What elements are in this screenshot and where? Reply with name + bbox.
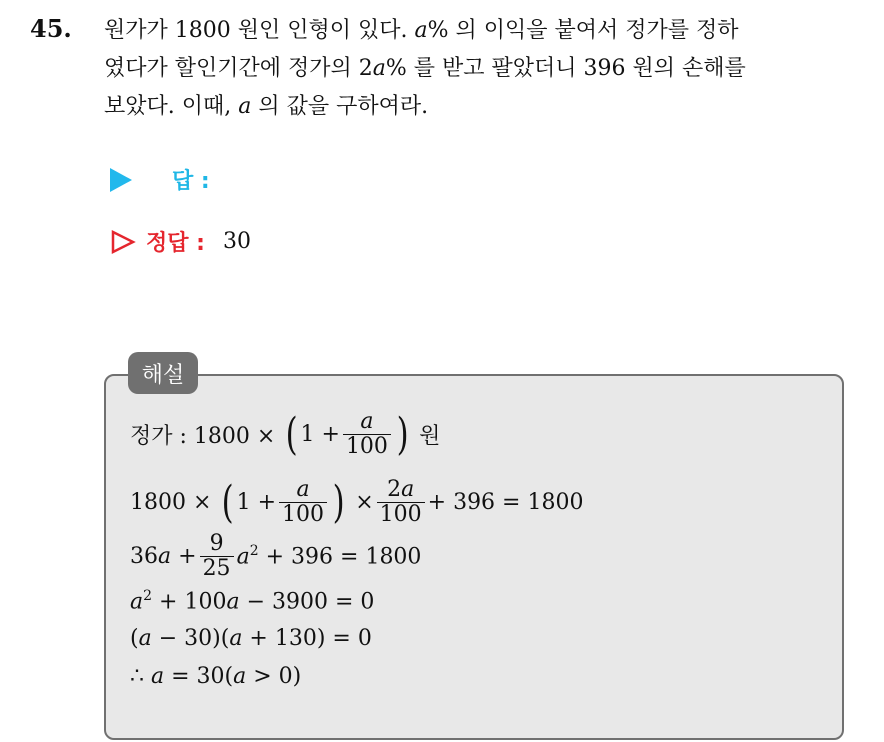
correct-answer-value: 30 — [222, 229, 251, 254]
question-text — [104, 12, 864, 126]
solution-tab: 해설 — [128, 352, 198, 394]
question-line-3: 보았다. 이때, a 의 값을 구하여라. — [104, 94, 429, 119]
outline-triangle-icon — [110, 229, 136, 255]
solution-line-5: (a − 30)(a + 130) = 0 — [130, 626, 372, 651]
correct-answer-label: 정답 : — [146, 231, 205, 256]
question-line-2: 였다가 할인기간에 정가의 2a% 를 받고 팔았더니 396 원의 손해를 — [104, 56, 746, 81]
solution-line-4: $a^2 + 100a - 3900 = 0$ — [130, 588, 375, 615]
solution-line-2: 1800 × ( 1 + $\frac{a}{100}$ ) × $\frac{2a}{100}$ + 396 = 1800 — [130, 476, 584, 528]
answer-label: 답 : — [172, 169, 210, 194]
question-number: 45. — [30, 14, 72, 43]
correct-answer-row — [110, 226, 251, 257]
question-line-1: 원가가 1800 원인 인형이 있다. a% 의 이익을 붙여서 정가를 정하 — [104, 18, 739, 43]
solution-line-1: 정가 : 1800 × ( 1 + $\frac{a}{100}$ ) 원 — [130, 408, 441, 460]
solution-line-3: 36a + $\frac{9}{25}$ $a^2 + 396 = 1800$ — [130, 531, 422, 581]
solution-line-6: ∴ a = 30(a > 0) — [130, 664, 302, 689]
play-triangle-icon — [110, 168, 132, 192]
answer-row — [110, 164, 210, 195]
